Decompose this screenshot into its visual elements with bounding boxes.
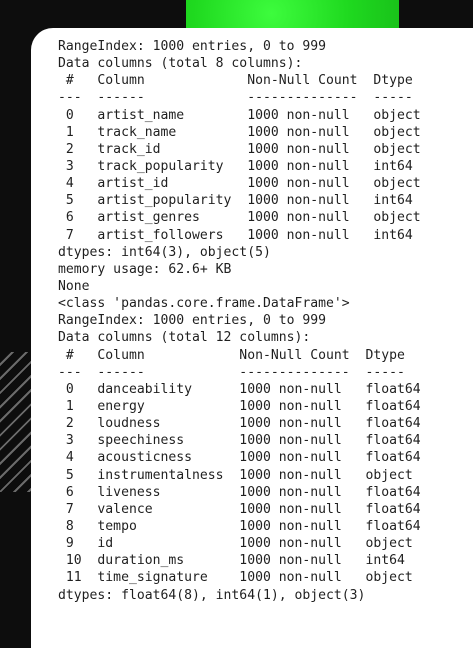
output-line: 5 instrumentalness 1000 non-null object <box>58 467 421 483</box>
output-line: Data columns (total 12 columns): <box>58 330 311 346</box>
output-line: 9 id 1000 non-null object <box>58 536 421 552</box>
output-line: 5 artist_popularity 1000 non-null int64 <box>58 193 421 209</box>
output-line: 3 speechiness 1000 non-null float64 <box>58 433 421 449</box>
output-line: 4 acousticness 1000 non-null float64 <box>58 450 421 466</box>
output-line: 11 time_signature 1000 non-null object <box>58 570 421 586</box>
output-line: 10 duration_ms 1000 non-null int64 <box>58 553 421 569</box>
output-line: 0 danceability 1000 non-null float64 <box>58 381 421 397</box>
output-line: # Column Non-Null Count Dtype <box>58 73 421 89</box>
output-line: 0 artist_name 1000 non-null object <box>58 107 421 123</box>
output-line: <class 'pandas.core.frame.DataFrame'> <box>58 296 350 312</box>
output-line: 1 track_name 1000 non-null object <box>58 124 421 140</box>
output-line: 4 artist_id 1000 non-null object <box>58 176 421 192</box>
output-line: Data columns (total 8 columns): <box>58 56 303 72</box>
output-line: 7 artist_followers 1000 non-null int64 <box>58 227 421 243</box>
output-line: # Column Non-Null Count Dtype <box>58 347 421 363</box>
output-line: 8 tempo 1000 non-null float64 <box>58 518 421 534</box>
output-line: 2 loudness 1000 non-null float64 <box>58 416 421 432</box>
output-line: RangeIndex: 1000 entries, 0 to 999 <box>58 313 327 329</box>
output-line: None <box>58 278 90 294</box>
output-line: 6 liveness 1000 non-null float64 <box>58 484 421 500</box>
output-line: RangeIndex: 1000 entries, 0 to 999 <box>58 39 327 54</box>
output-line: 6 artist_genres 1000 non-null object <box>58 210 421 226</box>
output-line: 2 track_id 1000 non-null object <box>58 141 421 157</box>
output-line: --- ------ -------------- ----- <box>58 90 421 106</box>
dataframe-info-output <box>58 38 421 604</box>
output-line: 1 energy 1000 non-null float64 <box>58 398 421 414</box>
output-line: --- ------ -------------- ----- <box>58 364 421 380</box>
output-line: 3 track_popularity 1000 non-null int64 <box>58 158 421 174</box>
output-line: memory usage: 62.6+ KB <box>58 261 232 277</box>
output-line: dtypes: float64(8), int64(1), object(3) <box>58 587 366 603</box>
output-line: dtypes: int64(3), object(5) <box>58 244 271 260</box>
output-line: 7 valence 1000 non-null float64 <box>58 501 421 517</box>
